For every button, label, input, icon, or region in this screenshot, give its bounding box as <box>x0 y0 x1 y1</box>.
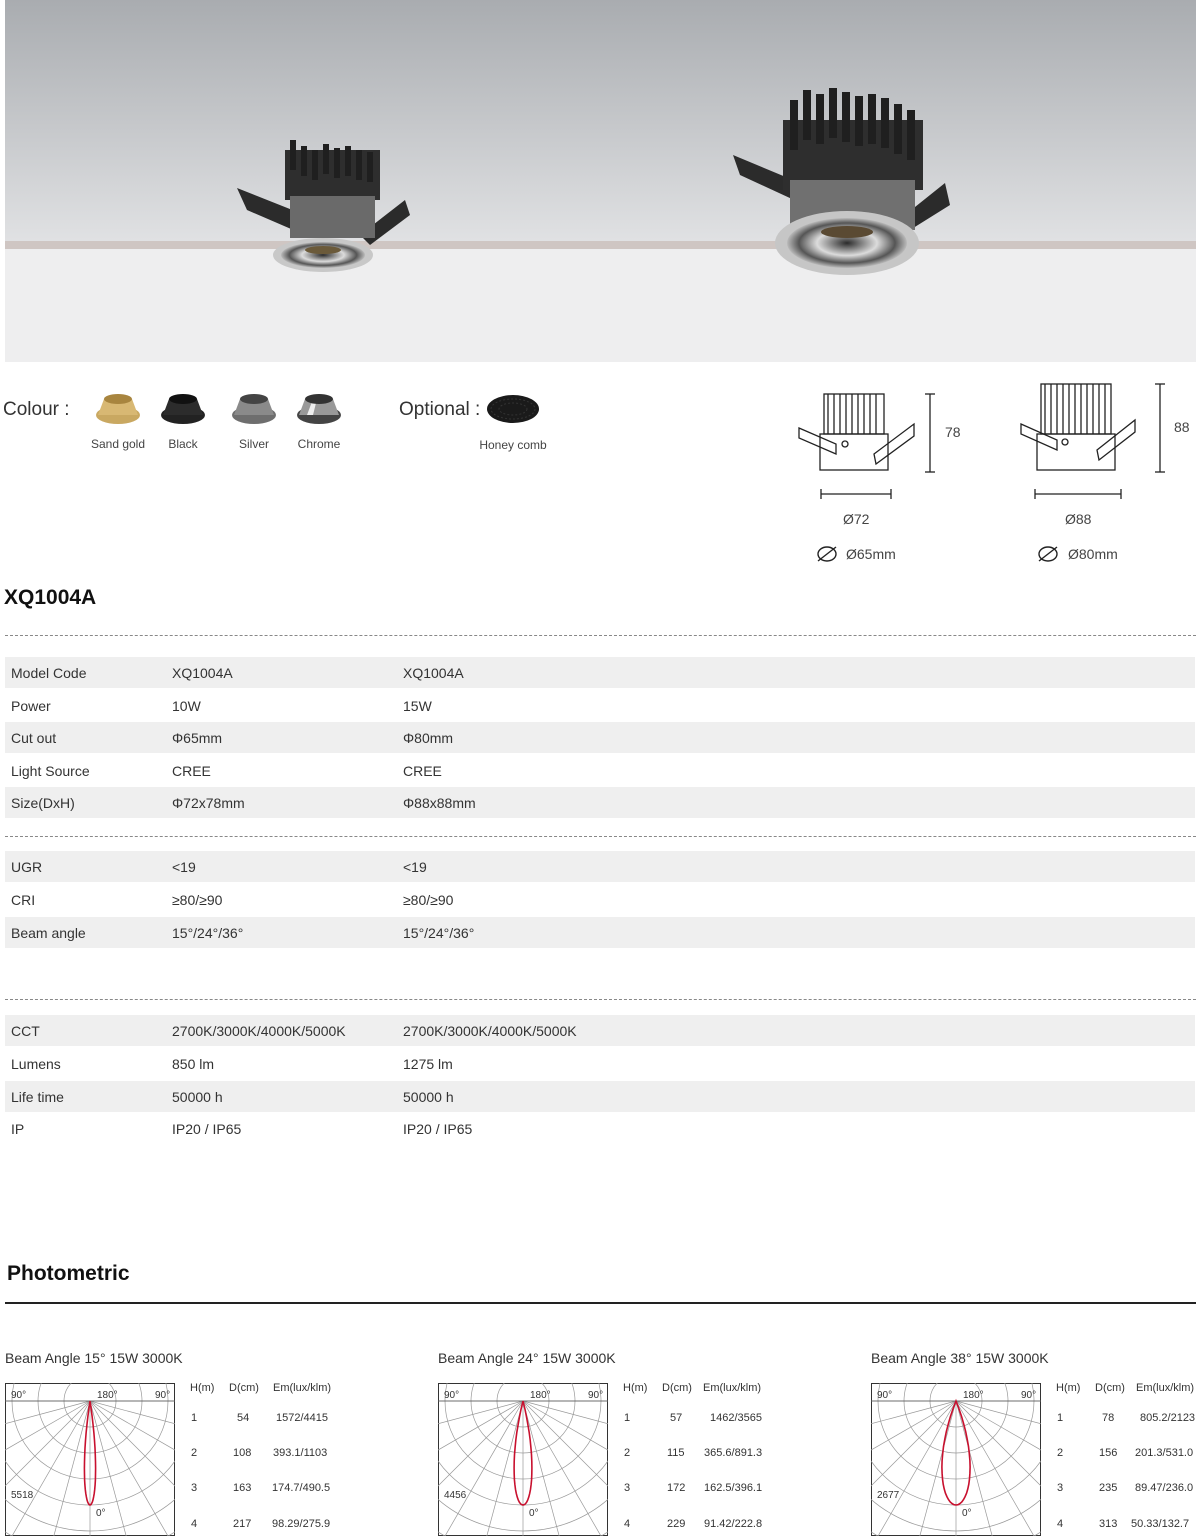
spec-value-15w: IP20 / IP65 <box>403 1121 473 1137</box>
spec-value-10w: 15°/24°/36° <box>172 925 244 941</box>
swatch-sand-gold <box>88 389 148 451</box>
cell-em: 174.7/490.5 <box>272 1482 331 1494</box>
spec-value-10w: ≥80/≥90 <box>172 892 223 908</box>
cell-h: 4 <box>191 1518 198 1530</box>
honeycomb-icon <box>485 392 541 426</box>
header-h: H(m) <box>623 1382 648 1394</box>
polar-spoke <box>5 1401 90 1501</box>
cell-d: 108 <box>233 1447 252 1459</box>
model-title: XQ1004A <box>4 586 97 609</box>
polar-spoke <box>438 1401 523 1501</box>
header-em: Em(lux/klm) <box>273 1382 332 1394</box>
section-rule <box>5 1302 1196 1304</box>
polar-diagram <box>438 1383 608 1536</box>
cell-d: 217 <box>233 1518 252 1530</box>
spec-value-10w: 2700K/3000K/4000K/5000K <box>172 1023 346 1039</box>
spec-row <box>5 722 1195 753</box>
spec-label: IP <box>11 1121 25 1137</box>
header-d: D(cm) <box>229 1382 259 1394</box>
cell-h: 3 <box>191 1482 198 1494</box>
cell-em: 201.3/531.0 <box>1135 1447 1194 1459</box>
beam-title: Beam Angle 15° 15W 3000K <box>5 1350 183 1366</box>
spec-label: CRI <box>11 892 36 908</box>
divider <box>5 635 1196 636</box>
cell-h: 2 <box>624 1447 631 1459</box>
polar-diagram <box>871 1383 1041 1536</box>
spec-row <box>5 1048 1195 1079</box>
cell-em: 50.33/132.7 <box>1131 1518 1190 1530</box>
angle-label-left: 90° <box>444 1390 460 1401</box>
header-h: H(m) <box>1056 1382 1081 1394</box>
polar-spoke <box>871 1401 956 1536</box>
spec-row <box>5 787 1195 818</box>
max-intensity: 5518 <box>11 1490 34 1501</box>
swatch-name: Sand gold <box>90 437 146 451</box>
beam-title: Beam Angle 24° 15W 3000K <box>438 1350 616 1366</box>
cell-h: 2 <box>191 1447 198 1459</box>
cell-h: 4 <box>1057 1518 1064 1530</box>
swatch-name: Black <box>168 437 198 451</box>
angle-label-top: 180° <box>963 1390 984 1401</box>
dimension-cutout: Ø65mm <box>846 546 896 562</box>
spec-value-15w: ≥80/≥90 <box>403 892 454 908</box>
swatch-name: Silver <box>238 437 269 451</box>
angle-label-left: 90° <box>877 1390 893 1401</box>
product-hero-image <box>5 0 1196 362</box>
spec-value-10w: CREE <box>172 763 211 779</box>
cell-d: 313 <box>1099 1518 1118 1530</box>
header-d: D(cm) <box>1095 1382 1125 1394</box>
photometric-title: Photometric <box>7 1262 130 1285</box>
spec-value-10w: Φ72x78mm <box>172 795 245 811</box>
spec-row <box>5 755 1195 786</box>
photometric-panel-24 <box>438 1350 768 1536</box>
spec-value-10w: 50000 h <box>172 1089 223 1105</box>
cell-d: 172 <box>667 1482 686 1494</box>
polar-spoke <box>38 1401 90 1536</box>
cell-d: 163 <box>233 1482 252 1494</box>
angle-label-bottom: 0° <box>96 1508 106 1519</box>
angle-label-top: 180° <box>97 1390 118 1401</box>
reflector-black-icon <box>159 389 207 427</box>
spec-row <box>5 1113 1195 1144</box>
dimension-drawing-small <box>796 378 966 578</box>
spec-row <box>5 917 1195 948</box>
spec-value-10w: Φ65mm <box>172 730 223 746</box>
header-em: Em(lux/klm) <box>1136 1382 1195 1394</box>
polar-spoke <box>438 1401 523 1536</box>
reflector-sand-gold-icon <box>94 389 142 427</box>
cell-h: 3 <box>624 1482 631 1494</box>
swatch-chrome <box>289 389 349 451</box>
header-h: H(m) <box>190 1382 215 1394</box>
spec-value-15w: 15°/24°/36° <box>403 925 475 941</box>
polar-spoke <box>871 1401 956 1536</box>
reflector-silver-icon <box>230 389 278 427</box>
spec-row <box>5 657 1195 688</box>
polar-spoke <box>438 1401 523 1536</box>
cell-d: 78 <box>1102 1412 1115 1424</box>
spec-label: Power <box>11 698 51 714</box>
spec-value-10w: <19 <box>172 859 196 875</box>
spec-row <box>5 884 1195 915</box>
polar-spoke <box>523 1401 608 1501</box>
divider <box>5 836 1196 837</box>
cell-h: 1 <box>191 1412 198 1424</box>
cell-em: 1462/3565 <box>710 1412 762 1424</box>
optional-label: Optional : <box>399 399 481 420</box>
polar-diagram <box>5 1383 175 1536</box>
cell-d: 115 <box>667 1447 685 1459</box>
reflector-chrome-icon <box>295 389 343 427</box>
cell-em: 805.2/2123 <box>1140 1412 1196 1424</box>
angle-label-top: 180° <box>530 1390 551 1401</box>
header-d: D(cm) <box>662 1382 692 1394</box>
swatch-name: Chrome <box>297 437 341 451</box>
spec-value-10w: 850 lm <box>172 1056 215 1072</box>
cutout-icon <box>1037 545 1061 563</box>
cell-d: 54 <box>237 1412 250 1424</box>
dimension-height: 88 <box>1174 419 1190 435</box>
spec-value-10w: XQ1004A <box>172 665 233 681</box>
downlight-outline-large <box>1017 378 1199 503</box>
cell-em: 393.1/1103 <box>273 1447 328 1459</box>
cell-h: 3 <box>1057 1482 1064 1494</box>
cell-em: 1572/4415 <box>276 1412 328 1424</box>
spec-label: CCT <box>11 1023 40 1039</box>
max-intensity: 2677 <box>877 1490 900 1501</box>
spec-label: Lumens <box>11 1056 61 1072</box>
spec-value-15w: Φ88x88mm <box>403 795 476 811</box>
dimension-cutout: Ø80mm <box>1068 546 1118 562</box>
spec-label: Model Code <box>11 665 87 681</box>
cell-h: 1 <box>624 1412 631 1424</box>
cutout-icon <box>816 545 840 563</box>
divider <box>5 999 1196 1000</box>
spec-value-15w: 1275 lm <box>403 1056 453 1072</box>
spec-label: Beam angle <box>11 925 86 941</box>
dimension-diameter: Ø88 <box>1065 511 1092 527</box>
spec-row <box>5 690 1195 721</box>
spec-value-15w: Φ80mm <box>403 730 454 746</box>
max-intensity: 4456 <box>444 1490 467 1501</box>
spec-value-15w: <19 <box>403 859 427 875</box>
angle-label-right: 90° <box>155 1390 171 1401</box>
option-honeycomb <box>476 392 550 452</box>
cell-em: 365.6/891.3 <box>704 1447 763 1459</box>
swatch-black <box>153 389 213 451</box>
spec-label: Size(DxH) <box>11 795 75 811</box>
angle-label-right: 90° <box>1021 1390 1037 1401</box>
cell-em: 89.47/236.0 <box>1135 1482 1194 1494</box>
spec-row <box>5 1081 1195 1112</box>
beam-title: Beam Angle 38° 15W 3000K <box>871 1350 1049 1366</box>
polar-spoke <box>904 1401 956 1536</box>
cell-h: 4 <box>624 1518 631 1530</box>
cell-d: 156 <box>1099 1447 1118 1459</box>
spec-row <box>5 1015 1195 1046</box>
dimension-height: 78 <box>945 424 961 440</box>
cell-em: 162.5/396.1 <box>704 1482 763 1494</box>
spec-value-15w: 2700K/3000K/4000K/5000K <box>403 1023 577 1039</box>
cell-em: 91.42/222.8 <box>704 1518 763 1530</box>
option-name: Honey comb <box>479 438 547 452</box>
dimension-drawing-large <box>1017 378 1199 578</box>
photometric-panel-15 <box>5 1350 335 1536</box>
photometric-panel-38 <box>871 1350 1200 1536</box>
colour-label: Colour : <box>3 399 70 420</box>
spec-label: Life time <box>11 1089 64 1105</box>
angle-label-right: 90° <box>588 1390 604 1401</box>
spec-value-15w: 15W <box>403 698 432 714</box>
polar-spoke <box>5 1401 90 1536</box>
cell-h: 1 <box>1057 1412 1064 1424</box>
angle-label-bottom: 0° <box>529 1508 539 1519</box>
angle-label-left: 90° <box>11 1390 27 1401</box>
angle-label-bottom: 0° <box>962 1508 972 1519</box>
cell-em: 98.29/275.9 <box>272 1518 331 1530</box>
spec-label: UGR <box>11 859 43 875</box>
cell-d: 57 <box>670 1412 683 1424</box>
cell-d: 229 <box>667 1518 686 1530</box>
spec-value-15w: 50000 h <box>403 1089 454 1105</box>
spec-value-15w: XQ1004A <box>403 665 464 681</box>
spec-value-10w: IP20 / IP65 <box>172 1121 242 1137</box>
polar-spoke <box>471 1401 523 1536</box>
spec-value-10w: 10W <box>172 698 201 714</box>
cell-h: 2 <box>1057 1447 1064 1459</box>
spec-value-15w: CREE <box>403 763 442 779</box>
dimension-diameter: Ø72 <box>843 511 870 527</box>
downlight-outline-small <box>796 378 966 503</box>
spec-label: Cut out <box>11 730 57 746</box>
cell-d: 235 <box>1099 1482 1118 1494</box>
spec-label: Light Source <box>11 763 90 779</box>
swatch-silver <box>224 389 284 451</box>
polar-spoke <box>5 1401 90 1536</box>
header-em: Em(lux/klm) <box>703 1382 762 1394</box>
polar-spoke <box>90 1401 175 1501</box>
spec-row <box>5 851 1195 882</box>
